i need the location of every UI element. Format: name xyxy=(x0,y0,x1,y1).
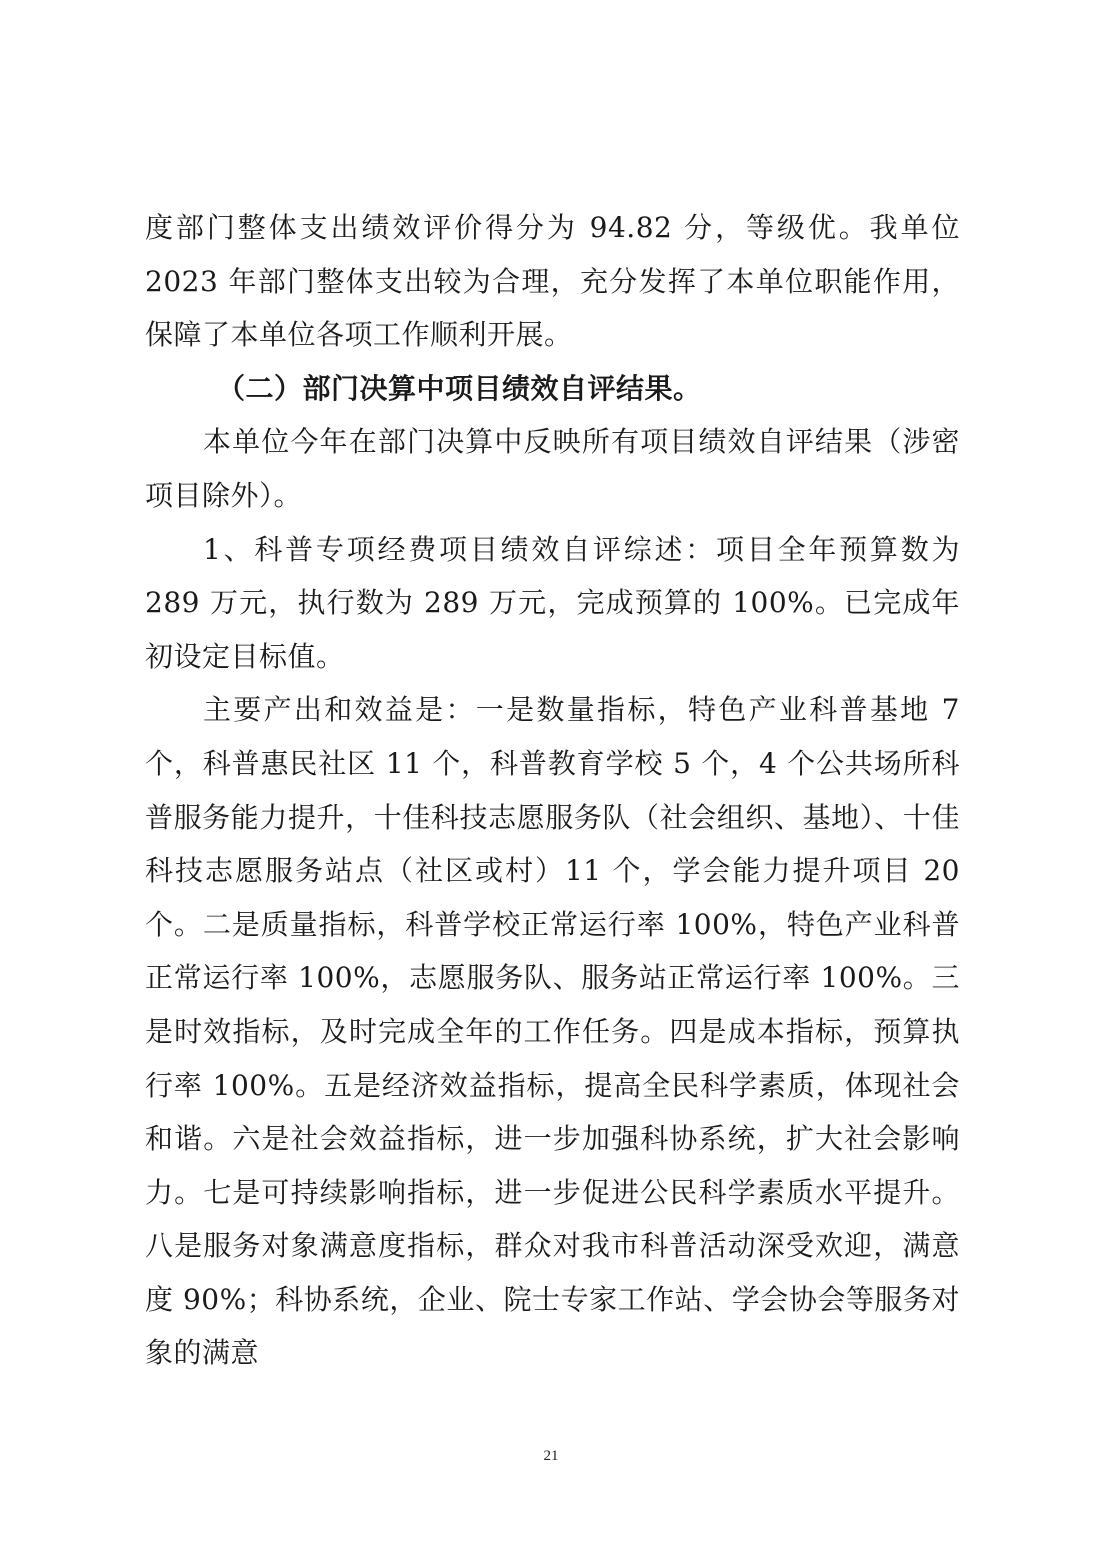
paragraph-project-scope: 本单位今年在部门决算中反映所有项目绩效自评结果（涉密项目除外）。 xyxy=(145,425,960,512)
paragraph-science-project-summary: 1、科普专项经费项目绩效自评综述：项目全年预算数为 289 万元，执行数为 289 万元，完成预算的 100%。已完成年初设定目标值。 xyxy=(145,532,960,673)
paragraph-overall-evaluation: 度部门整体支出绩效评价得分为 94.82 分，等级优。我单位 2023 年部门整体支出较为合理，充分发挥了本单位职能作用，保障了本单位各项工作顺利开展。 xyxy=(145,211,960,352)
body-text xyxy=(145,201,960,1380)
paragraph-outputs-benefits: 主要产出和效益是：一是数量指标，特色产业科普基地 7 个，科普惠民社区 11 个，科普教育学校 5 个，4 个公共场所科普服务能力提升，十佳科技志愿服务队（社会组织、基地）、十佳科技志愿服务站点（社区或村）11 个，学会能力提升项目 20 个。二是质量指标，科普学校正常运行率 100%，特色产业科普正常运行率 100%，志愿服务队、服务站正常运行率 100%。三是时效指标，及时完成全年的工作任务。四是成本指标，预算执行率 100%。五是经济效益指标，提高全民科学素质，体现社会和谐。六是社会效益指标，进一步加强科协系统，扩大社会影响力。七是可持续影响指标，进一步促进公民科学素质水平提升。八是服务对象满意度指标，群众对我市科普活动深受欢迎，满意度 90%；科协系统，企业、院士专家工作站、学会协会等服务对象的满意 xyxy=(145,693,960,1370)
section-heading: （二）部门决算中项目绩效自评结果。 xyxy=(217,371,702,405)
page-number: 21 xyxy=(543,1448,559,1464)
